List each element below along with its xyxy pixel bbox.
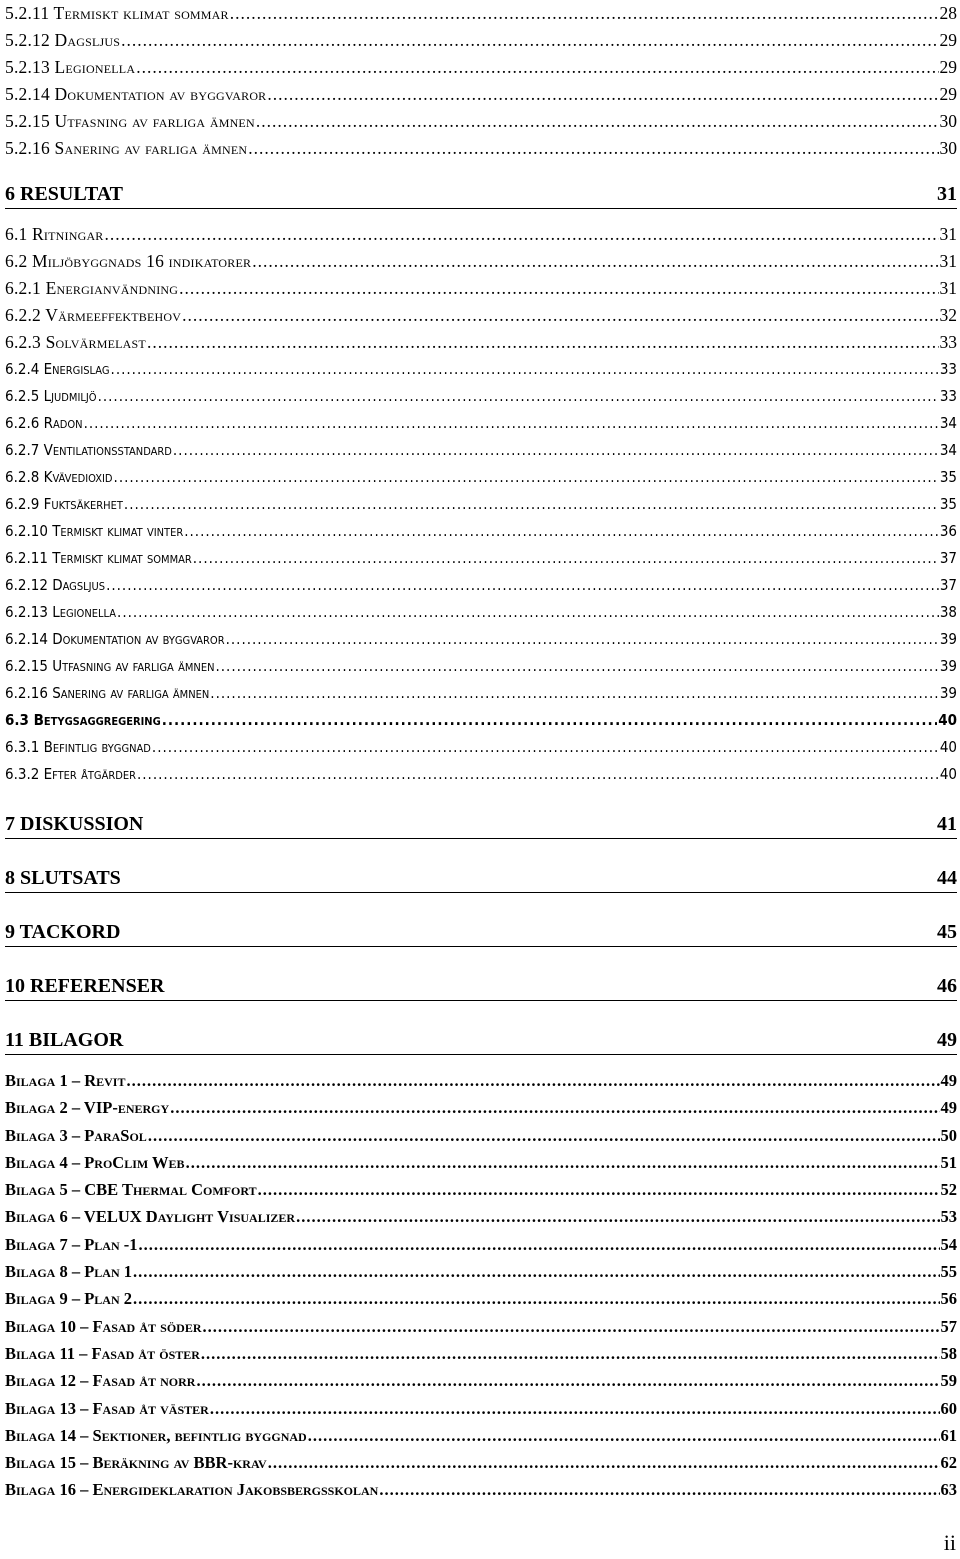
- page-number: ii: [943, 1530, 956, 1555]
- toc-entry[interactable]: 6.2.13 Legionella ..... 38: [5, 599, 957, 626]
- toc-chapter-heading[interactable]: 7 DISKUSSION 41: [5, 810, 957, 839]
- toc-entry[interactable]: 6.2.2 Värmeeffektbehov ..... 32: [5, 302, 957, 329]
- toc-appendix-entry[interactable]: Bilaga 6 – VELUX Daylight Visualizer ..... 53: [5, 1203, 957, 1230]
- toc-appendices: [5, 1067, 957, 1504]
- toc-appendix-entry[interactable]: Bilaga 5 – CBE Thermal Comfort ..... 52: [5, 1176, 957, 1203]
- toc-entry[interactable]: 6.2.6 Radon ..... 34: [5, 410, 957, 437]
- table-of-contents: [5, 0, 957, 1504]
- toc-appendix-entry[interactable]: Bilaga 12 – Fasad åt norr ..... 59: [5, 1367, 957, 1394]
- toc-appendix-entry[interactable]: Bilaga 2 – VIP-energy ..... 49: [5, 1094, 957, 1121]
- toc-entry[interactable]: 5.2.12 Dagsljus ..... 29: [5, 27, 957, 54]
- toc-appendix-entry[interactable]: Bilaga 7 – Plan -1 ..... 54: [5, 1231, 957, 1258]
- toc-entry[interactable]: 6.2.5 Ljudmiljö ..... 33: [5, 383, 957, 410]
- toc-entry[interactable]: 6.2.14 Dokumentation av byggvaror ..... 39: [5, 626, 957, 653]
- toc-entry[interactable]: 6.3.1 Befintlig byggnad ..... 40: [5, 734, 957, 761]
- toc-section-6a: [5, 221, 957, 356]
- toc-appendix-entry[interactable]: Bilaga 4 – ProClim Web ..... 51: [5, 1149, 957, 1176]
- toc-entry[interactable]: 6.2.3 Solvärmelast ..... 33: [5, 329, 957, 356]
- toc-entry[interactable]: 6.2.9 Fuktsäkerhet ..... 35: [5, 491, 957, 518]
- toc-entry[interactable]: 5.2.13 Legionella ..... 29: [5, 54, 957, 81]
- toc-appendix-entry[interactable]: Bilaga 10 – Fasad åt söder ..... 57: [5, 1313, 957, 1340]
- toc-appendix-entry[interactable]: Bilaga 8 – Plan 1 ..... 55: [5, 1258, 957, 1285]
- toc-appendix-entry[interactable]: Bilaga 15 – Beräkning av BBR-krav ..... 62: [5, 1449, 957, 1476]
- toc-appendix-entry[interactable]: Bilaga 1 – Revit ..... 49: [5, 1067, 957, 1094]
- toc-entry[interactable]: 6.2.1 Energianvändning ..... 31: [5, 275, 957, 302]
- toc-entry[interactable]: 6.3 Betygsaggregering ..... 40: [5, 707, 957, 734]
- toc-entry[interactable]: 5.2.11 Termiskt klimat sommar ..... 28: [5, 0, 957, 27]
- toc-appendix-entry[interactable]: Bilaga 3 – ParaSol ..... 50: [5, 1122, 957, 1149]
- toc-entry[interactable]: 6.2.4 Energislag ..... 33: [5, 356, 957, 383]
- toc-appendix-entry[interactable]: Bilaga 11 – Fasad åt öster ..... 58: [5, 1340, 957, 1367]
- toc-chapter-heading[interactable]: 10 REFERENSER 46: [5, 972, 957, 1001]
- toc-entry[interactable]: 6.2.15 Utfasning av farliga ämnen ..... 39: [5, 653, 957, 680]
- toc-entry[interactable]: 6.2.8 Kvävedioxid ..... 35: [5, 464, 957, 491]
- toc-entry[interactable]: 6.2.7 Ventilationsstandard ..... 34: [5, 437, 957, 464]
- toc-section-5: [5, 0, 957, 162]
- toc-chapter-heading[interactable]: 11 BILAGOR 49: [5, 1026, 957, 1055]
- toc-entry[interactable]: 6.2.11 Termiskt klimat sommar ..... 37: [5, 545, 957, 572]
- toc-entry[interactable]: 5.2.14 Dokumentation av byggvaror ..... 29: [5, 81, 957, 108]
- toc-entry[interactable]: 6.1 Ritningar ..... 31: [5, 221, 957, 248]
- toc-entry[interactable]: 6.2.16 Sanering av farliga ämnen ..... 39: [5, 680, 957, 707]
- toc-appendix-entry[interactable]: Bilaga 16 – Energideklaration Jakobsbergsskolan ..... 63: [5, 1476, 957, 1503]
- toc-entry[interactable]: 5.2.16 Sanering av farliga ämnen ..... 30: [5, 135, 957, 162]
- toc-appendix-entry[interactable]: Bilaga 13 – Fasad åt väster ..... 60: [5, 1395, 957, 1422]
- toc-appendix-entry[interactable]: Bilaga 9 – Plan 2 ..... 56: [5, 1285, 957, 1312]
- toc-chapter-heading[interactable]: 8 SLUTSATS 44: [5, 864, 957, 893]
- toc-section-6b: [5, 356, 957, 788]
- toc-appendix-entry[interactable]: Bilaga 14 – Sektioner, befintlig byggnad ..... 61: [5, 1422, 957, 1449]
- toc-entry[interactable]: 6.2 Miljöbyggnads 16 indikatorer ..... 31: [5, 248, 957, 275]
- toc-entry[interactable]: 5.2.15 Utfasning av farliga ämnen ..... 30: [5, 108, 957, 135]
- toc-entry[interactable]: 6.2.10 Termiskt klimat vinter ..... 36: [5, 518, 957, 545]
- toc-chapter-heading[interactable]: 9 TACKORD 45: [5, 918, 957, 947]
- toc-entry[interactable]: 6.3.2 Efter åtgärder ..... 40: [5, 761, 957, 788]
- toc-chapter-heading[interactable]: 6 RESULTAT 31: [5, 180, 957, 209]
- toc-entry[interactable]: 6.2.12 Dagsljus ..... 37: [5, 572, 957, 599]
